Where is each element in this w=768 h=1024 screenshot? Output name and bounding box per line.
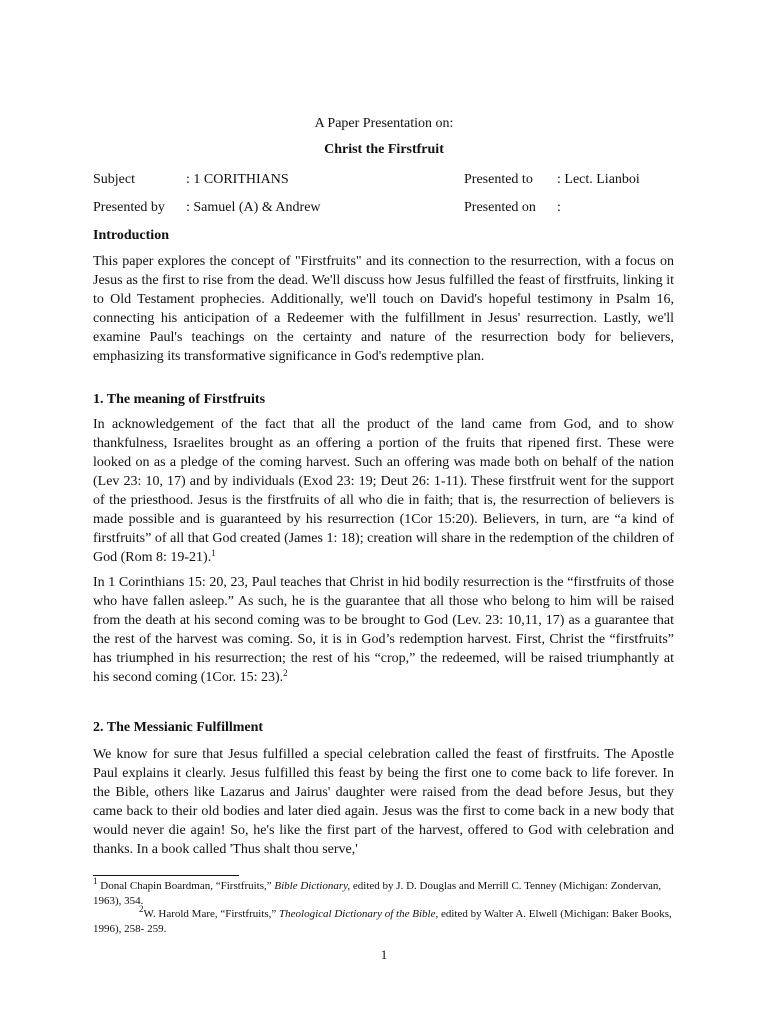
footnote-ref-1[interactable]: 1 xyxy=(211,548,216,559)
section-1-paragraph-1-text: In acknowledgement of the fact that all the product of the land came from God, and to show thankfulness, Israelites brought as an offering a portion of the fruits that ripened first. These were looked on as a pledge of the coming harvest. Such an offering was made both on behalf of the nation (Lev 23: 10, 17) and by individuals (Exod 23: 19; Deut 26: 1-11). These firstfruit went for the support of the priesthood. Jesus is the firstfruits of all who die in faith; that is, the resurrection of believers is made possible and is guaranteed by his resurrection (1Cor 15:20). Believers, in turn, are “a kind of firstfruits” of all that God created (James 1: 18); creation will share in the redemption of the children of God (Rom 8: 19-21). xyxy=(93,417,674,566)
pre-title: A Paper Presentation on: xyxy=(314,116,454,131)
section-1-paragraph-2-text: In 1 Corinthians 15: 20, 23, Paul teaches that Christ in hid bodily resurrection is the “firstfruits of those who have fallen asleep.” As such, he is the guarantee that all those who belong to him will be raised from the death at his second coming was to be brought to God (Lev. 23: 10,11, 17) as a guarantee that the rest of the harvest was coming. So, it is in God’s redemption harvest. First, Christ the “firstfruits” has triumphed in his resurrection; the rest of his “crop,” the redeemed, will be raised triumphantly at his second coming (1Cor. 15: 23). xyxy=(93,575,674,686)
presented-by-label: Presented by xyxy=(93,200,165,215)
presented-to-label: Presented to xyxy=(464,172,533,187)
footnote-1-mark: 1 xyxy=(93,876,98,886)
paper-title: Christ the Firstfruit xyxy=(324,142,444,157)
section-2-paragraph-1: We know for sure that Jesus fulfilled a special celebration called the feast of firstfruits. The Apostle Paul explains it clearly. Jesus fulfilled this feast by being the first one to come back to life forever. In the Bible, others like Lazarus and Jairus' daughter were raised from the dead before Jesus, but they came back to their old bodies and later died again. Jesus was the first to come back in a new body that would never die again! So, he's like the first part of the harvest, offered to God with celebration and thanks. In a book called 'Thus shalt thou serve,' xyxy=(93,747,674,858)
section-1-paragraph-2 xyxy=(93,573,674,687)
section-2-heading: 2. The Messianic Fulfillment xyxy=(93,720,264,735)
section-1-paragraph-1 xyxy=(93,415,674,567)
subject-label: Subject xyxy=(93,172,135,187)
footnote-2-body xyxy=(93,904,674,936)
footnote-2-text-b: , edited by Walter A. Elwell (Michigan: Baker Books, 1996), 258- 259. xyxy=(93,908,672,935)
presented-on-label: Presented on xyxy=(464,200,536,215)
page-number: 1 xyxy=(380,947,388,962)
presented-to-value: : Lect. Lianboi xyxy=(557,172,640,187)
introduction-heading: Introduction xyxy=(93,228,169,243)
footnote-1-body xyxy=(93,876,674,908)
footnote-separator xyxy=(93,875,239,876)
footnote-2-title: Theological Dictionary of the Bible xyxy=(279,908,436,920)
footnote-1-text-b: edited by J. D. Douglas and Merrill C. Tenney (Michigan: Zondervan, 1963), 354. xyxy=(93,880,662,907)
footnote-2 xyxy=(93,904,674,936)
presented-on-value: : xyxy=(557,200,561,215)
footnote-ref-2[interactable]: 2 xyxy=(283,668,288,679)
subject-value: : 1 CORITHIANS xyxy=(186,172,289,187)
section-1-heading: 1. The meaning of Firstfruits xyxy=(93,392,266,407)
presented-by-value: : Samuel (A) & Andrew xyxy=(186,200,321,215)
footnote-2-text-a: W. Harold Mare, “Firstfruits,” xyxy=(143,908,280,920)
footnote-1 xyxy=(93,876,674,908)
introduction-paragraph: This paper explores the concept of "Firstfruits" and its connection to the resurrection, with a focus on Jesus as the first to rise from the dead. We'll discuss how Jesus fulfilled the feast of firstfruits, linking it to Old Testament prophecies. Additionally, we'll touch on David's hopeful testimony in Psalm 16, connecting his anticipation of a Redeemer with the fulfillment in Jesus' resurrection. Lastly, we'll examine Paul's teachings on the certainty and nature of the resurrection body for believers, emphasizing its transformative significance in God's redemptive plan. xyxy=(93,254,674,365)
footnote-1-text-a: Donal Chapin Boardman, “Firstfruits,” xyxy=(97,880,275,892)
footnote-2-mark: 2 xyxy=(139,904,144,914)
footnote-1-title: Bible Dictionary, xyxy=(274,880,351,892)
